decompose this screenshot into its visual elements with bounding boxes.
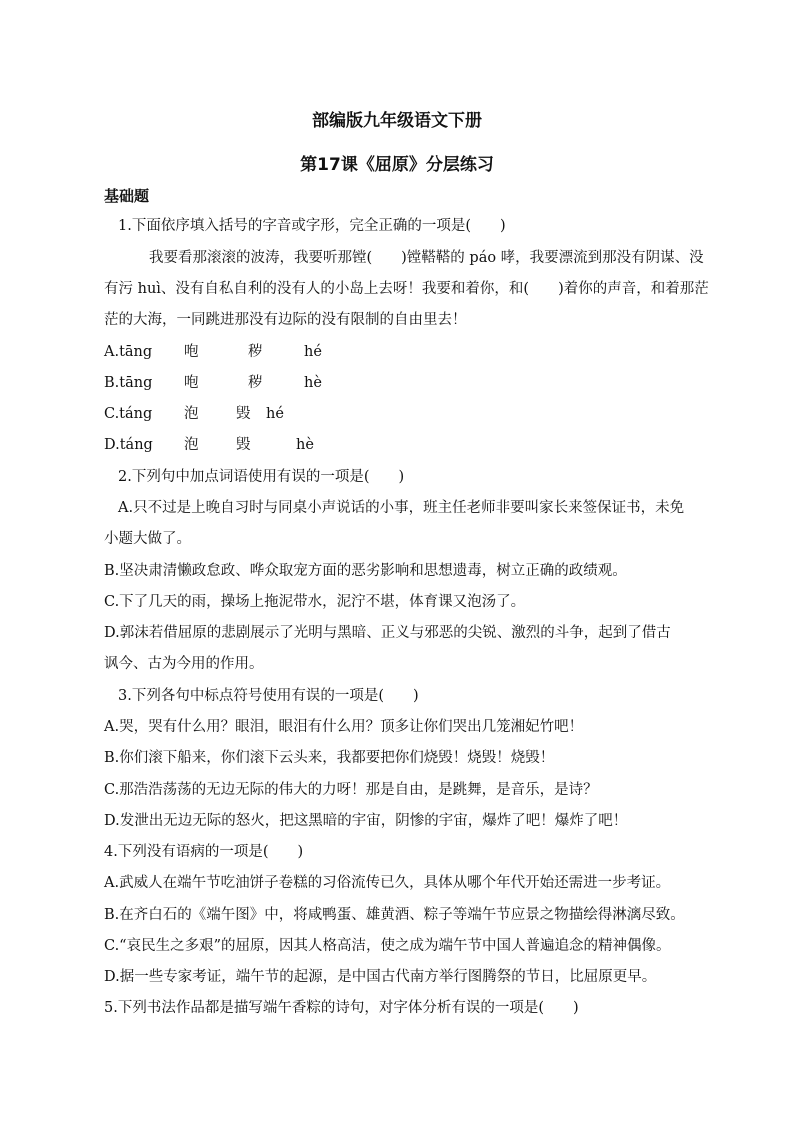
option-pinyin: hé <box>304 344 322 360</box>
question-2-option-line: 讽今、古为今用的作用。 <box>104 656 264 672</box>
question-1-passage-line: 有污 huì、没有自私自利的没有人的小岛上去呀！我要和着你，和( )着你的声音，和着那茫 <box>104 281 709 297</box>
question-4-option-line: D.据一些专家考证，端午节的起源，是中国古代南方举行图腾祭的节日，比屈原更早。 <box>104 969 657 985</box>
document-title: 部编版九年级语文下册 <box>312 111 482 131</box>
question-4-option-line: C.“哀民生之多艰”的屈原，因其人格高洁，使之成为端午节中国人普遍追念的精神偶像。 <box>104 938 671 954</box>
question-1-option-b <box>104 373 322 393</box>
option-char: 泡 <box>184 406 199 422</box>
option-char: 咆 <box>184 375 199 391</box>
question-1-option-c <box>104 404 284 424</box>
option-pinyin: C.táng <box>104 406 153 422</box>
option-char: 泡 <box>184 437 199 453</box>
question-2-option-line: B.坚决肃清懒政怠政、哗众取宠方面的恶劣影响和思想遗毒，树立正确的政绩观。 <box>104 563 627 579</box>
question-1-stem: 1.下面依序填入括号的字音或字形，完全正确的一项是( ) <box>118 218 506 234</box>
option-pinyin: hè <box>304 375 322 391</box>
option-char: 咆 <box>184 344 199 360</box>
question-1-passage-line: 我要看那滚滚的波涛，我要听那镗( )镗鞳鞳的 páo 哮，我要漂流到那没有阴谋、没 <box>149 250 704 266</box>
question-1-passage-line: 茫的大海，一同跳进那没有边际的没有限制的自由里去！ <box>104 312 467 328</box>
question-2-option-line: A.只不过是上晚自习时与同桌小声说话的小事，班主任老师非要叫家长来签保证书，未免 <box>118 500 685 516</box>
option-pinyin: B.tāng <box>104 375 153 391</box>
question-1-option-d <box>104 435 314 455</box>
option-char: 秽 <box>248 344 263 360</box>
question-4-option-line: A.武威人在端午节吃油饼子卷糕的习俗流传已久，具体从哪个年代开始还需进一步考证。 <box>104 875 671 891</box>
option-pinyin: D.táng <box>104 437 153 453</box>
question-5-stem: 5.下列书法作品都是描写端午香粽的诗句，对字体分析有误的一项是( ) <box>104 1000 579 1016</box>
question-3-option-line: D.发泄出无边无际的怒火，把这黑暗的宇宙，阴惨的宇宙，爆炸了吧！爆炸了吧！ <box>104 813 628 829</box>
question-3-option-line: B.你们滚下船来，你们滚下云头来，我都要把你们烧毁！烧毁！烧毁！ <box>104 750 555 766</box>
section-heading: 基础题 <box>104 187 150 205</box>
option-char: 毁 <box>236 437 251 453</box>
question-4-stem: 4.下列没有语病的一项是( ) <box>104 844 304 860</box>
option-pinyin: hé <box>266 406 284 422</box>
question-2-option-line: C.下了几天的雨，操场上拖泥带水，泥泞不堪，体育课又泡汤了。 <box>104 594 526 610</box>
question-3-option-line: C.那浩浩荡荡的无边无际的伟大的力呀！那是自由，是跳舞，是音乐，是诗？ <box>104 782 598 798</box>
question-2-option-line: 小题大做了。 <box>104 531 191 547</box>
question-2-stem: 2.下列句中加点词语使用有误的一项是( ) <box>118 469 405 485</box>
question-4-option-line: B.在齐白石的《端午图》中，将咸鸭蛋、雄黄酒、粽子等端午节应景之物描绘得淋漓尽致。 <box>104 907 685 923</box>
option-pinyin: A.tāng <box>104 344 153 360</box>
question-3-option-line: A.哭，哭有什么用？眼泪，眼泪有什么用？顶多让你们哭出几笼湘妃竹吧！ <box>104 719 584 735</box>
option-char: 毁 <box>236 406 251 422</box>
question-1-option-a <box>104 342 322 362</box>
option-char: 秽 <box>248 375 263 391</box>
lesson-title: 第17课《屈原》分层练习 <box>300 155 494 175</box>
question-3-stem: 3.下列各句中标点符号使用有误的一项是( ) <box>118 688 419 704</box>
question-2-option-line: D.郭沫若借屈原的悲剧展示了光明与黑暗、正义与邪恶的尖锐、激烈的斗争，起到了借古 <box>104 625 671 641</box>
option-pinyin: hè <box>296 437 314 453</box>
